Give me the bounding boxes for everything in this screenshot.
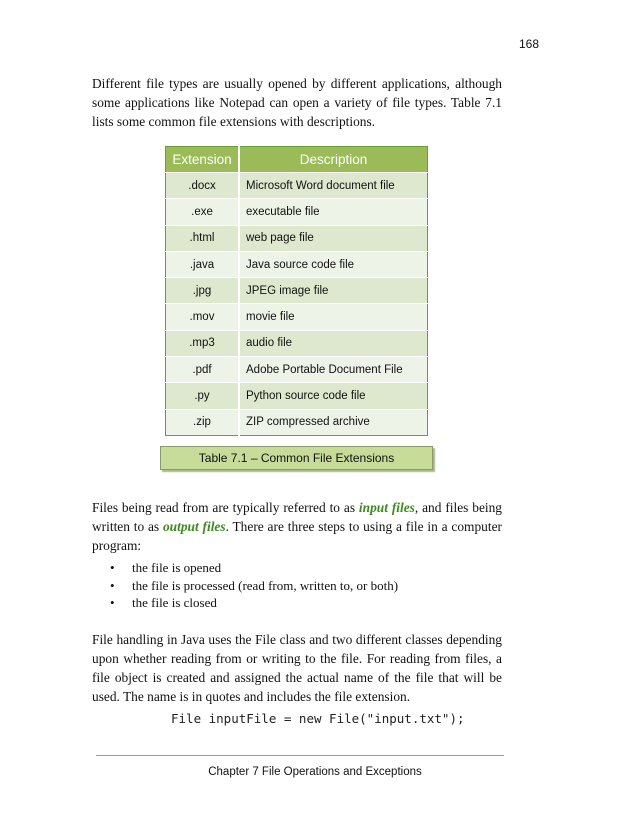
page-number: 168 — [519, 37, 540, 51]
table-row — [166, 383, 428, 409]
table-row — [166, 251, 428, 277]
list-item — [110, 577, 398, 595]
description-cell: executable file — [239, 199, 428, 225]
description-cell: ZIP compressed archive — [239, 409, 428, 435]
description-cell: audio file — [239, 330, 428, 356]
description-cell: Python source code file — [239, 383, 428, 409]
intro-paragraph: Different file types are usually opened by different applications, although some applications like Notepad can open a variety of file types. Table 7.1 lists some common file extensions with descriptions. — [92, 76, 502, 129]
list-item-text: the file is opened — [132, 560, 222, 575]
extension-cell: .pdf — [166, 357, 240, 383]
table-caption: Table 7.1 – Common File Extensions — [160, 446, 433, 470]
files-paragraph — [92, 498, 502, 555]
extension-cell: .jpg — [166, 278, 240, 304]
table-row — [166, 357, 428, 383]
table-row — [166, 173, 428, 199]
description-cell: JPEG image file — [239, 278, 428, 304]
extension-cell: .exe — [166, 199, 240, 225]
table-row — [166, 199, 428, 225]
extension-cell: .java — [166, 251, 240, 277]
file-handling-paragraph: File handling in Java uses the File class and two different classes depending upon whether reading from or writing to the file. For reading from files, a file object is created and assigned the actual name of the file that will be used. The name is in quotes and includes the file extension. — [92, 632, 502, 704]
bullet-icon: • — [110, 595, 115, 610]
column-header-description: Description — [239, 147, 428, 173]
table-row — [166, 330, 428, 356]
files-text-part: Files being read from are typically referred to as — [92, 500, 359, 515]
file-steps-list — [110, 559, 398, 612]
description-cell: Java source code file — [239, 251, 428, 277]
description-cell: Microsoft Word document file — [239, 173, 428, 199]
list-item — [110, 559, 398, 577]
table-header-row — [166, 147, 428, 173]
table-row — [166, 304, 428, 330]
table-row — [166, 225, 428, 251]
list-item-text: the file is processed (read from, written to, or both) — [132, 577, 399, 593]
bullet-icon: • — [110, 577, 115, 593]
files-text-part: , and files being written to as — [92, 500, 502, 534]
extension-cell: .docx — [166, 173, 240, 199]
table-row — [166, 409, 428, 435]
files-text-part: . There are three steps to using a file in a computer program: — [92, 519, 502, 553]
footer-chapter-title: Chapter 7 File Operations and Exceptions — [208, 766, 422, 778]
file-extensions-table — [165, 146, 428, 436]
description-cell: web page file — [239, 225, 428, 251]
term-output-files: output files — [162, 519, 226, 534]
bullet-icon: • — [110, 560, 115, 575]
code-line: File inputFile = new File("input.txt"); — [171, 711, 465, 726]
extension-cell: .py — [166, 383, 240, 409]
extension-cell: .html — [166, 225, 240, 251]
column-header-extension: Extension — [166, 147, 240, 173]
footer-divider — [96, 755, 504, 756]
extension-cell: .zip — [166, 409, 240, 435]
table-row — [166, 278, 428, 304]
list-item — [110, 594, 398, 612]
description-cell: Adobe Portable Document File — [239, 357, 428, 383]
extension-cell: .mov — [166, 304, 240, 330]
extension-cell: .mp3 — [166, 330, 240, 356]
description-cell: movie file — [239, 304, 428, 330]
term-input-files: input files — [358, 500, 415, 515]
list-item-text: the file is closed — [132, 595, 217, 610]
